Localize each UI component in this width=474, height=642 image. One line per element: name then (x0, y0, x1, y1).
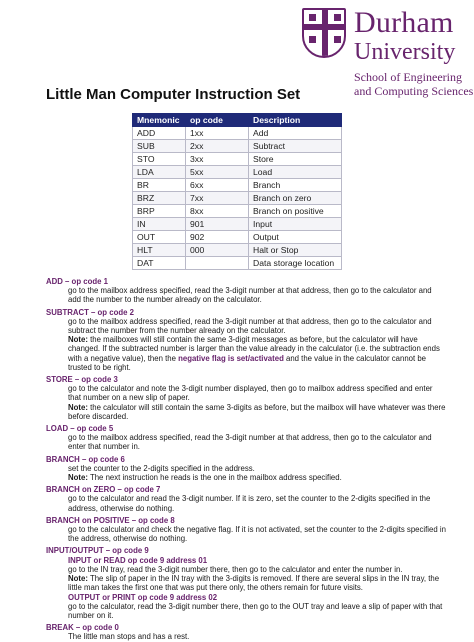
mnemonic-cell: DAT (133, 257, 186, 270)
mnemonic-cell: LDA (133, 166, 186, 179)
subheading-input: INPUT or READ op code 9 address 01 (68, 555, 208, 565)
opcode-cell: 7xx (186, 192, 249, 205)
mnemonic-cell: ADD (133, 127, 186, 140)
table-row (133, 205, 342, 218)
opcode-cell: 6xx (186, 179, 249, 192)
logo-wordmark (354, 8, 473, 98)
description-cell: Load (249, 166, 342, 179)
table-row (133, 127, 342, 140)
section-heading-branch-zero: BRANCH on ZERO – op code 7 (46, 485, 161, 495)
description-cell: Data storage location (249, 257, 342, 270)
note-label: Note: (68, 574, 88, 584)
table-header-row (133, 114, 342, 127)
description-cell: Branch (249, 179, 342, 192)
table-row (133, 140, 342, 153)
description-cell: Branch on zero (249, 192, 342, 205)
description-cell: Output (249, 231, 342, 244)
opcode-cell: 902 (186, 231, 249, 244)
table-row (133, 192, 342, 205)
description-cell: Subtract (249, 140, 342, 153)
mnemonic-cell: BR (133, 179, 186, 192)
section-heading-subtract: SUBTRACT – op code 2 (46, 307, 134, 317)
section-note-store (46, 403, 446, 421)
table-row (133, 218, 342, 231)
university-crest-icon (302, 8, 346, 58)
section-heading-branch-positive: BRANCH on POSITIVE – op code 8 (46, 515, 175, 525)
opcode-cell: 901 (186, 218, 249, 231)
section-text-load: go to the mailbox address specified, read the 3-digit number at that address, then go to the calculator and enter that number in. (68, 433, 432, 452)
section-heading-add: ADD – op code 1 (46, 277, 108, 286)
opcode-cell: 3xx (186, 153, 249, 166)
description-cell: Halt or Stop (249, 244, 342, 257)
note-text: the calculator will still contain the same 3-digits as before, but the mailbox will have whatever was there before discarded. (68, 402, 446, 421)
opcode-cell: 5xx (186, 166, 249, 179)
note-label: Note: (68, 335, 88, 345)
section-note-subtract (46, 335, 446, 372)
mnemonic-cell: STO (133, 153, 186, 166)
section-note-branch (46, 473, 446, 482)
description-cell: Add (249, 127, 342, 140)
durham-logo (300, 6, 474, 98)
note-text: the mailboxes will still contain the same 3-digit messages as before, but the calculator will have changed. If the subtracted number is larger than the value already in the calculator (i.e. the subtraction ends with a negative value), then the (68, 335, 440, 363)
section-text-add: go to the mailbox address specified, read the 3-digit number at that address, then go to the calculator and add the number to the number already on the calculator. (68, 286, 432, 305)
table-row (133, 179, 342, 192)
opcode-cell: 8xx (186, 205, 249, 218)
note-text: The next instruction he reads is the one in the mailbox address specified. (87, 473, 342, 483)
section-heading-io: INPUT/OUTPUT – op code 9 (46, 546, 149, 556)
mnemonic-cell: SUB (133, 140, 186, 153)
subheading-output: OUTPUT or PRINT op code 9 address 02 (68, 592, 218, 602)
section-text-store: go to the calculator and note the 3-digit number displayed, then go to mailbox address specified and enter that number on a new slip of paper. (68, 384, 433, 403)
table-row (133, 257, 342, 270)
instruction-descriptions (46, 277, 446, 642)
mnemonic-cell: OUT (133, 231, 186, 244)
section-text-output: go to the calculator, read the 3-digit number there, then go to the OUT tray and leave a slip of paper with that number on it. (68, 601, 443, 620)
table-row (133, 244, 342, 257)
section-heading-branch: BRANCH – op code 6 (46, 454, 125, 464)
negative-flag-highlight: negative flag is set/activated (178, 353, 284, 363)
mnemonic-cell: BRZ (133, 192, 186, 205)
mnemonic-cell: IN (133, 218, 186, 231)
logo-dept-line2: and Computing Sciences (354, 84, 474, 98)
opcode-cell (186, 257, 249, 270)
mnemonic-cell: BRP (133, 205, 186, 218)
section-text-input: go to the IN tray, read the 3-digit number there, then go to the calculator and enter the number in. (68, 564, 403, 574)
section-text-branch-zero: go to the calculator and read the 3-digit number. If it is zero, set the counter to the 2-digits specified in the address, otherwise do nothing. (68, 494, 431, 513)
section-text-subtract: go to the mailbox address specified, read the 3-digit number at that address, then go to the calculator and subtract the number from the number already on the calculator. (68, 316, 432, 336)
logo-dept-line1: School of Engineering (354, 70, 462, 84)
column-header-mnemonic: Mnemonic (133, 114, 186, 127)
section-heading-store: STORE – op code 3 (46, 375, 118, 385)
logo-name-line2: University (354, 39, 456, 65)
section-text-branch: set the counter to the 2-digits specified in the address. (68, 463, 255, 473)
mnemonic-cell: HLT (133, 244, 186, 257)
note-label: Note: (68, 402, 88, 412)
note-label: Note: (68, 473, 88, 483)
table-row (133, 153, 342, 166)
opcode-cell: 2xx (186, 140, 249, 153)
description-cell: Branch on positive (249, 205, 342, 218)
column-header-opcode: op code (186, 114, 249, 127)
section-text-break: The little man stops and has a rest. (68, 632, 190, 642)
section-heading-break: BREAK – op code 0 (46, 623, 119, 633)
note-text-end: and the value in the calculator cannot be trusted to be right. (68, 353, 427, 372)
description-cell: Store (249, 153, 342, 166)
page-title: Little Man Computer Instruction Set (46, 86, 301, 103)
section-text-branch-positive: go to the calculator and check the negative flag. If it is not activated, set the counter to the 2-digits specified in the address, otherwise do nothing. (68, 525, 446, 544)
section-heading-load: LOAD – op code 5 (46, 424, 114, 434)
table-row (133, 166, 342, 179)
opcode-cell: 1xx (186, 127, 249, 140)
description-cell: Input (249, 218, 342, 231)
table-row (133, 231, 342, 244)
section-note-input (46, 574, 446, 592)
logo-name-line1: Durham (354, 6, 454, 39)
column-header-description: Description (249, 114, 342, 127)
note-text: The slip of paper in the IN tray with the 3-digits is removed. If there are several slips in the IN tray, the little man takes the first one that was put there only, the others remain for future visits. (68, 574, 440, 593)
opcode-cell: 000 (186, 244, 249, 257)
instruction-table (132, 113, 342, 270)
